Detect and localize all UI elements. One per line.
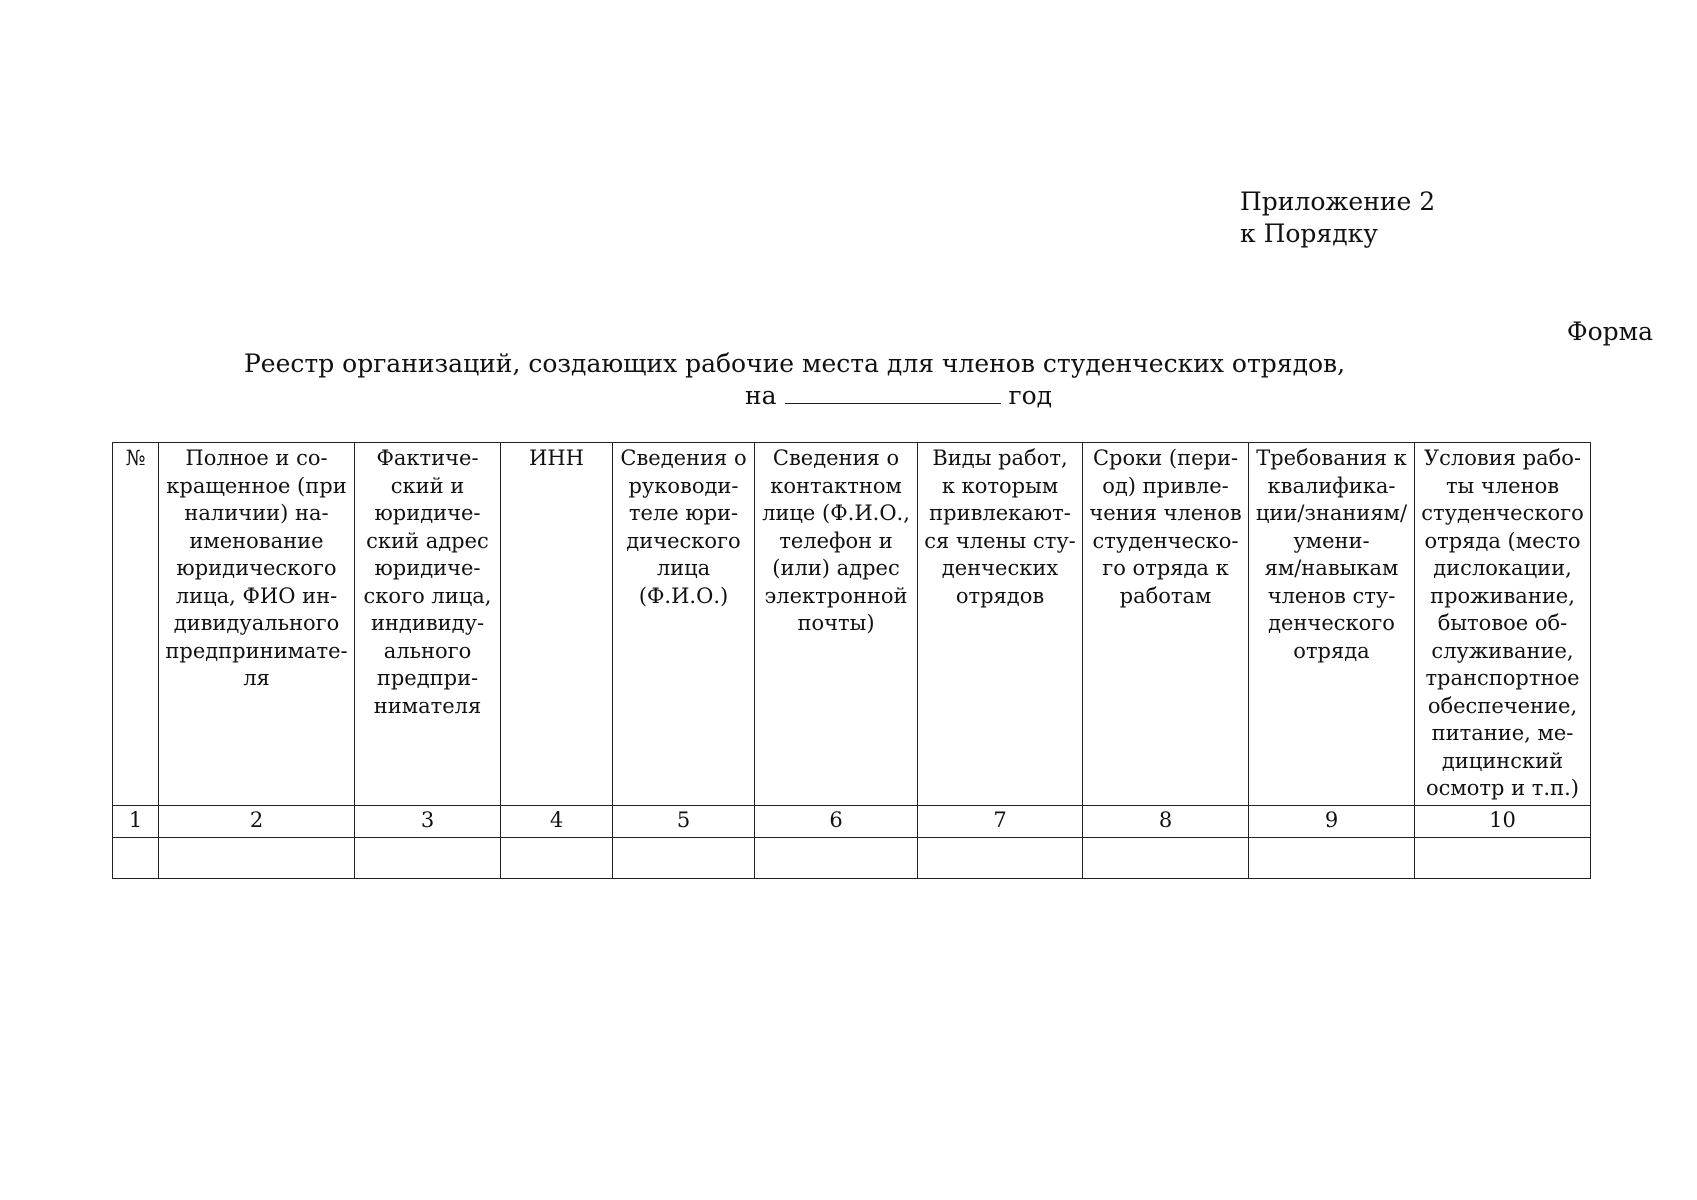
empty-cell[interactable]: [355, 837, 501, 878]
appendix-reference: к Порядку: [1240, 219, 1378, 248]
header-cell-contact-info: Сведения о контактном лице (Ф.И.О., телефон и (или) адрес электронной почты): [755, 443, 918, 806]
column-number: 3: [355, 805, 501, 837]
column-number: 5: [613, 805, 755, 837]
column-number: 8: [1083, 805, 1249, 837]
header-cell-address: Фактиче- ский и юридиче- ский адрес юридиче- ского лица, индивиду- ального предпри- нимателя: [355, 443, 501, 806]
year-blank-field[interactable]: [785, 381, 1001, 404]
title-line-1: Реестр организаций, создающих рабочие места для членов студенческих отрядов,: [243, 349, 1346, 378]
table-header-row: [113, 443, 1591, 806]
column-number: 4: [501, 805, 613, 837]
column-number: 1: [113, 805, 159, 837]
column-number: 10: [1415, 805, 1591, 837]
column-number: 7: [918, 805, 1083, 837]
column-number-row: [113, 805, 1591, 837]
appendix-header: [1240, 186, 1435, 250]
column-number: 9: [1249, 805, 1415, 837]
empty-cell[interactable]: [1083, 837, 1249, 878]
header-cell-requirements: Требования к квалифика- ции/знаниям/ умени- ям/навыкам членов сту- денческого отряда: [1249, 443, 1415, 806]
empty-cell[interactable]: [1415, 837, 1591, 878]
registry-table: [112, 442, 1591, 879]
column-number: 6: [755, 805, 918, 837]
header-cell-period: Сроки (пери- од) привле- чения членов студенческо- го отряда к работам: [1083, 443, 1249, 806]
form-label: Форма: [1566, 317, 1653, 346]
header-cell-inn: ИНН: [501, 443, 613, 806]
header-cell-number: №: [113, 443, 159, 806]
title-line-2: [0, 380, 1697, 412]
header-cell-name: Полное и со- кращенное (при наличии) на- именование юридического лица, ФИО ин- дивидуального предпринимате- ля: [159, 443, 355, 806]
empty-cell[interactable]: [755, 837, 918, 878]
column-number: 2: [159, 805, 355, 837]
empty-cell[interactable]: [1249, 837, 1415, 878]
appendix-title: Приложение 2: [1240, 187, 1436, 216]
header-cell-work-types: Виды работ, к которым привлекают- ся члены сту- денческих отрядов: [918, 443, 1083, 806]
empty-cell[interactable]: [613, 837, 755, 878]
empty-cell[interactable]: [501, 837, 613, 878]
empty-data-row: [113, 837, 1591, 878]
document-title: [0, 348, 1697, 412]
title-year-suffix: год: [1008, 381, 1053, 410]
empty-cell[interactable]: [159, 837, 355, 878]
header-cell-head-info: Сведения о руководи- теле юри- дического лица (Ф.И.О.): [613, 443, 755, 806]
empty-cell[interactable]: [918, 837, 1083, 878]
title-year-prefix: на: [744, 381, 777, 410]
empty-cell[interactable]: [113, 837, 159, 878]
header-cell-conditions: Условия рабо- ты членов студенческого отряда (место дислокации, проживание, бытовое об- служивание, транспортное обеспечение, питание, ме- дицинский осмотр и т.п.): [1415, 443, 1591, 806]
